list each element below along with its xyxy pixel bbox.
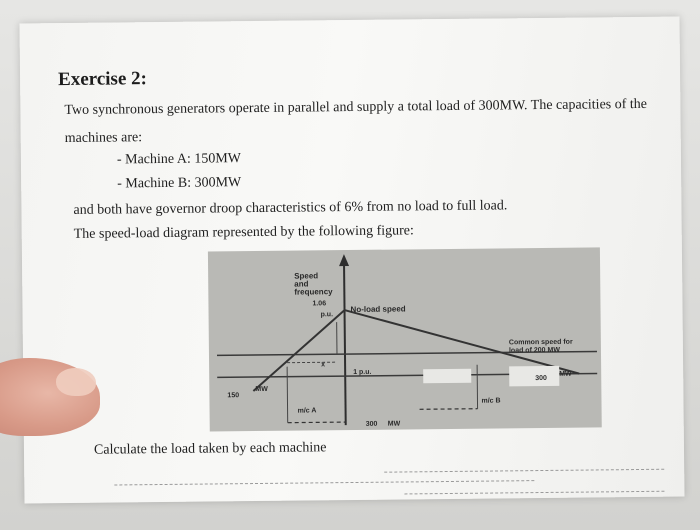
left-150-label: 150 <box>227 392 240 400</box>
value-106-label: 1.06 <box>312 300 327 308</box>
droop-line-machine-a <box>253 310 346 394</box>
question-text: Calculate the load taken by each machine <box>93 440 327 458</box>
mc-b-label: m/c B <box>481 397 501 405</box>
x-label: x <box>321 361 326 369</box>
bottom-300-label: 300 <box>365 420 378 428</box>
right-mw-label: MW <box>559 370 572 378</box>
label-box-2 <box>509 366 559 387</box>
exercise-sheet <box>20 17 685 504</box>
bottom-mw-label: MW <box>387 420 401 428</box>
problem-text-line-5: and both have governor droop characteristics of 6% from no load to full load. <box>73 198 508 218</box>
common-speed-label-2: load of 200 MW <box>508 346 560 355</box>
problem-text-line-2: machines are: <box>64 130 143 147</box>
speed-label-2: and <box>294 279 309 289</box>
pu-mid-label: 1 p.u. <box>353 368 372 376</box>
label-box-1 <box>423 369 471 384</box>
right-300-label: 300 <box>535 374 547 383</box>
mc-a-dashed <box>288 422 346 423</box>
pu-top-label: p.u. <box>320 311 334 319</box>
left-mw-label: MW <box>255 385 268 394</box>
mc-b-dashed <box>420 409 478 410</box>
speed-axis-arrow <box>339 254 349 266</box>
speed-axis <box>344 258 346 425</box>
x-marker-dash <box>287 362 337 363</box>
problem-text-line-1: Two synchronous generators operate in parallel and supply a total load of 300MW. The capacities of the <box>64 96 648 119</box>
answer-line-3 <box>404 491 664 495</box>
fingernail-photo <box>56 368 96 396</box>
mc-a-label: m/c A <box>297 407 317 415</box>
no-load-speed-label: No-load speed <box>350 304 406 315</box>
machine-b-capacity: - Machine B: 300MW <box>117 175 242 192</box>
exercise-title: Exercise 2: <box>57 68 148 91</box>
problem-text-line-6: The speed-load diagram represented by the following figure: <box>73 223 414 242</box>
speed-load-diagram-svg <box>208 247 602 431</box>
answer-line-1 <box>114 480 534 485</box>
mc-a-bound-left <box>287 367 288 423</box>
common-speed-label-1: Common speed for <box>508 338 573 347</box>
machine-a-capacity: - Machine A: 150MW <box>116 151 242 168</box>
answer-line-2 <box>384 469 664 473</box>
speed-label-3: frequency <box>294 287 333 297</box>
speed-load-diagram <box>208 247 602 431</box>
speed-label-1: Speed <box>294 271 319 281</box>
